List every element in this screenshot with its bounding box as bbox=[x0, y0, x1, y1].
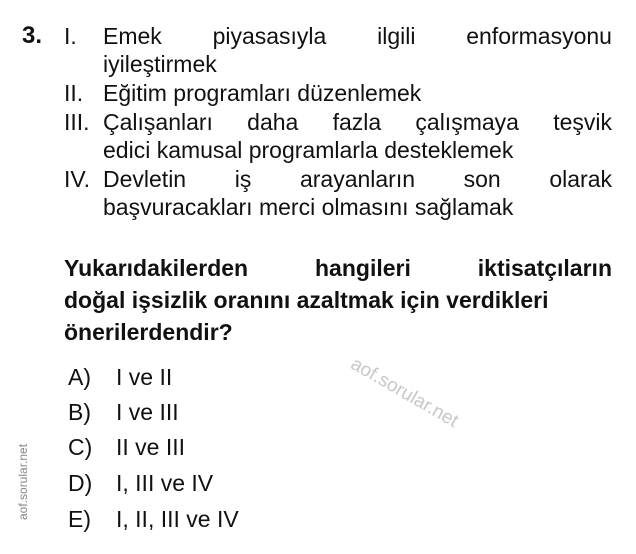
word: son bbox=[463, 166, 501, 192]
word: iş bbox=[234, 166, 252, 192]
option-d[interactable] bbox=[68, 468, 213, 498]
option-text: I ve III bbox=[116, 399, 179, 425]
option-b[interactable] bbox=[68, 397, 179, 427]
word: ilgili bbox=[377, 23, 416, 49]
statement-line bbox=[103, 165, 612, 193]
prompt-line: önerilerdendir? bbox=[64, 319, 233, 345]
statement-3 bbox=[64, 108, 612, 164]
question-prompt bbox=[64, 252, 612, 348]
word: piyasasıyla bbox=[212, 23, 327, 49]
statement-line: başvuracakları merci olmasını sağlamak bbox=[103, 194, 514, 220]
statement-line: edici kamusal programlarla desteklemek bbox=[103, 137, 514, 163]
statement-line bbox=[103, 22, 612, 50]
statement-line: iyileştirmek bbox=[103, 51, 217, 77]
word: iktisatçıların bbox=[477, 255, 612, 281]
option-e[interactable] bbox=[68, 504, 239, 534]
option-text: I ve II bbox=[116, 364, 173, 390]
word: daha bbox=[247, 109, 299, 135]
option-letter: C) bbox=[68, 434, 93, 460]
option-text: II ve III bbox=[116, 434, 186, 460]
word: enformasyonu bbox=[466, 23, 612, 49]
word: Yukarıdakilerden bbox=[64, 255, 249, 281]
option-a[interactable] bbox=[68, 362, 172, 392]
word: olarak bbox=[549, 166, 612, 192]
prompt-line bbox=[64, 252, 612, 284]
statement-2 bbox=[64, 79, 612, 107]
word: Emek bbox=[103, 23, 162, 49]
word: fazla bbox=[332, 109, 382, 135]
word: Devletin bbox=[103, 166, 187, 192]
prompt-line: doğal işsizlik oranını azaltmak için verdikleri bbox=[64, 287, 549, 313]
statement-1 bbox=[64, 22, 612, 78]
statement-roman: III. bbox=[64, 109, 90, 135]
statement-roman: IV. bbox=[64, 166, 91, 192]
statement-roman: II. bbox=[64, 80, 84, 106]
word: arayanların bbox=[299, 166, 416, 192]
statement-line: Eğitim programları düzenlemek bbox=[103, 80, 422, 106]
statement-roman: I. bbox=[64, 23, 77, 49]
question-number: 3. bbox=[22, 22, 43, 49]
option-letter: E) bbox=[68, 506, 91, 532]
word: Çalışanları bbox=[103, 109, 213, 135]
word: hangileri bbox=[315, 255, 411, 281]
option-c[interactable] bbox=[68, 432, 185, 462]
option-letter: D) bbox=[68, 470, 93, 496]
option-text: I, II, III ve IV bbox=[116, 506, 239, 532]
option-letter: A) bbox=[68, 364, 91, 390]
statement-4 bbox=[64, 165, 612, 221]
word: çalışmaya bbox=[415, 109, 519, 135]
option-text: I, III ve IV bbox=[116, 470, 214, 496]
watermark-side: aof.sorular.net bbox=[16, 443, 30, 520]
word: teşvik bbox=[553, 109, 612, 135]
watermark-diagonal: aof.sorular.net bbox=[347, 353, 462, 432]
statement-line bbox=[103, 108, 612, 136]
option-letter: B) bbox=[68, 399, 91, 425]
